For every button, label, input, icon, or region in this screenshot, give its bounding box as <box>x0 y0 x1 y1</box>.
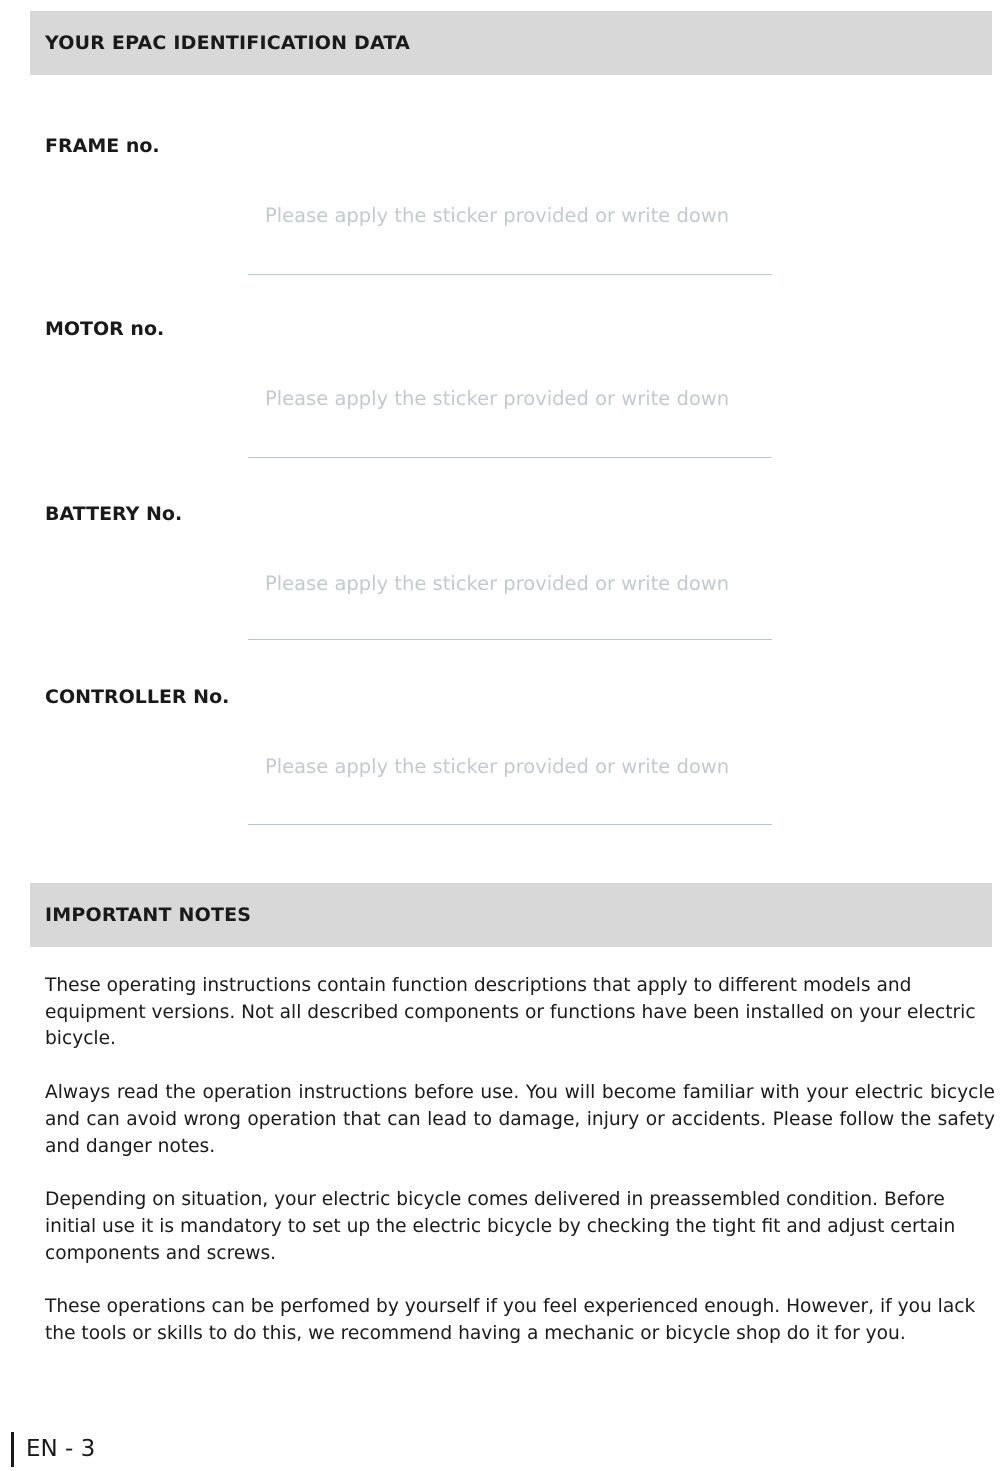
footer-divider <box>11 1432 14 1467</box>
controller-number-placeholder: Please apply the sticker provided or write down <box>265 755 730 778</box>
battery-number-placeholder: Please apply the sticker provided or write down <box>265 572 730 595</box>
motor-number-label: MOTOR no. <box>45 318 165 340</box>
important-notes-header <box>30 883 992 947</box>
battery-number-label: BATTERY No. <box>45 503 183 525</box>
notes-paragraph: These operations can be perfomed by yourself if you feel experienced enough. However, if you lack the tools or skills to do this, we recommend having a mechanic or bicycle shop do it for you. <box>45 1296 976 1345</box>
page-number: EN - 3 <box>26 1436 96 1462</box>
frame-number-label: FRAME no. <box>45 135 160 157</box>
controller-number-write-line[interactable] <box>248 824 772 825</box>
frame-number-placeholder: Please apply the sticker provided or write down <box>265 204 730 227</box>
important-notes-title: IMPORTANT NOTES <box>45 904 252 926</box>
identification-title: YOUR EPAC IDENTIFICATION DATA <box>45 32 410 54</box>
motor-number-write-line[interactable] <box>248 457 772 458</box>
battery-number-write-line[interactable] <box>248 639 772 640</box>
notes-paragraph: Depending on situation, your electric bicycle comes delivered in preassembled condition. Before initial use it is mandatory to set up the electric bicycle by checking the tight fit and adjust certain components and screws. <box>45 1189 956 1264</box>
important-notes-body <box>45 973 995 1375</box>
identification-header <box>30 11 992 75</box>
notes-paragraph: These operating instructions contain function descriptions that apply to different models and equipment versions. Not all described components or functions have been installed on your electric bicycle. <box>45 975 976 1050</box>
notes-paragraph: Always read the operation instructions before use. You will become familiar with your electric bicycle and can avoid wrong operation that can lead to damage, injury or accidents. Please follow the safety and danger notes. <box>45 1082 995 1157</box>
frame-number-write-line[interactable] <box>248 274 772 275</box>
controller-number-label: CONTROLLER No. <box>45 686 230 708</box>
motor-number-placeholder: Please apply the sticker provided or write down <box>265 387 730 410</box>
